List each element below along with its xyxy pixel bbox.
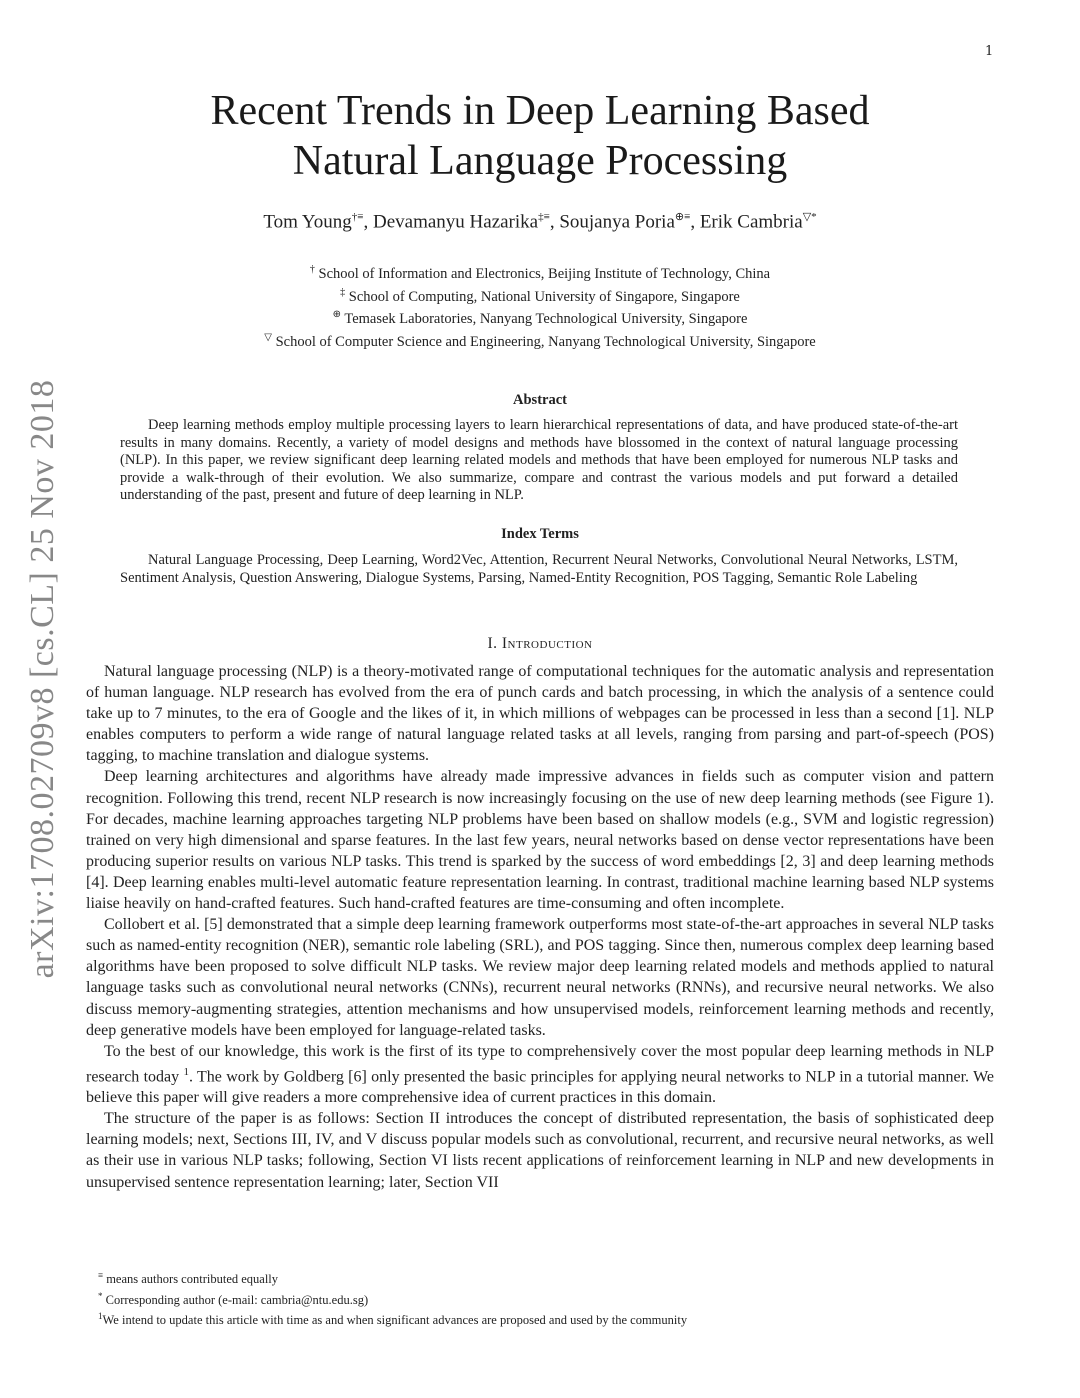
paragraph [86, 1041, 994, 1109]
section-heading-introduction: I. Introduction [487, 635, 593, 652]
index-terms-heading: Index Terms [501, 526, 579, 542]
affiliation-list [140, 261, 940, 351]
author-mark: ‡≡ [538, 211, 550, 223]
author-mark: ▽* [802, 211, 817, 223]
introduction-body [86, 661, 994, 1193]
footnote-text: means authors contributed equally [106, 1272, 279, 1287]
footnote-text: We intend to update this article with time as and when significant advances are proposed and used by the community [102, 1313, 688, 1328]
abstract-text: Deep learning methods employ multiple processing layers to learn hierarchical representations of data, and have produced state-of-the-art results in many domains. Recently, a variety of model designs and methods have blossomed in the context of natural language processing (NLP). In this paper, we review significant deep learning related models and methods that have been employed for numerous NLP tasks and provide a walk-through of their evolution. We also summarize, compare and contrast the various models and put forward a detailed understanding of the past, present and future of deep learning in NLP. [120, 417, 958, 504]
author-name: Tom Young [263, 211, 352, 233]
paragraph-text: To the best of our knowledge, this work is the first of its type to comprehensively cover the most popular deep learning methods in NLP research today [86, 1042, 994, 1086]
abstract-heading: Abstract [513, 392, 567, 408]
footnote-mark: 1 [98, 1311, 103, 1322]
author-name: Soujanya Poria [559, 211, 675, 233]
footnote [86, 1308, 994, 1329]
footnote [86, 1288, 994, 1309]
affiliation-text: School of Computer Science and Engineering, Nanyang Technological University, Singapore [275, 333, 816, 350]
arxiv-identifier: arXiv:1708.02709v8 [cs.CL] 25 Nov 2018 [24, 379, 61, 979]
paragraph-text: . The work by Goldberg [6] only presented the basic principles for applying neural networks to NLP in a tutorial manner. We believe this paper will give readers a more comprehensive idea of current practices in this domain. [86, 1068, 995, 1107]
footnote-reference: 1 [183, 1065, 189, 1078]
author-list: Tom Young†≡, Devamanyu Hazarika‡≡, Soujanya Poria⊕≡, Erik Cambria▽* [263, 211, 817, 233]
affiliation-text: Temasek Laboratories, Nanyang Technological University, Singapore [344, 310, 748, 327]
abstract-body [120, 417, 958, 505]
index-terms-body [120, 552, 958, 587]
affiliation-mark: ⊕ [332, 309, 341, 321]
affiliation-mark: ▽ [264, 331, 272, 343]
author-mark: †≡ [351, 211, 364, 223]
paragraph: Deep learning architectures and algorithms have already made impressive advances in fields such as computer vision and pattern recognition. Following this trend, recent NLP research is now increasingly focusing on the use of new deep learning methods (see Figure 1). For decades, machine learning approaches targeting NLP problems have been based on shallow models (e.g., SVM and logistic regression) trained on very high dimensional and sparse features. In the last few years, neural networks based on dense vector representations have been producing superior results on various NLP tasks. This trend is sparked by the success of word embeddings [2, 3] and deep learning methods [4]. Deep learning enables multi-level automatic feature representation learning. In contrast, traditional machine learning based NLP systems liaise heavily on hand-crafted features. Such hand-crafted features are time-consuming and often incomplete. [86, 768, 994, 913]
affiliation-text: School of Computing, National University of Singapore, Singapore [348, 288, 740, 305]
index-terms-text: Natural Language Processing, Deep Learning, Word2Vec, Attention, Recurrent Neural Networks, Convolutional Neural Networks, LSTM, Sentiment Analysis, Question Answering, Dialogue Systems, Parsing, Named-Entity Recognition, POS Tagging, Semantic Role Labeling [120, 552, 958, 586]
footnote-mark: * [98, 1290, 103, 1301]
arxiv-sidebar-stamp [18, 372, 68, 987]
paragraph: The structure of the paper is as follows: Section II introduces the concept of distributed representation, the basis of sophisticated deep learning models; next, Sections III, IV, and V discuss popular models such as convolutional, recurrent, and recursive neural networks, as well as their use in various NLP tasks; following, Section VI lists recent applications of reinforcement learning in NLP and new developments in unsupervised sentence representation learning; later, Section VII [86, 1110, 994, 1191]
affiliation-mark: † [309, 264, 315, 275]
author-name: Erik Cambria [699, 211, 803, 233]
paper-title [140, 86, 940, 186]
title-line-1: Recent Trends in Deep Learning Based [210, 88, 870, 134]
paragraph: Natural language processing (NLP) is a theory-motivated range of computational techniques for the automatic analysis and representation of human language. NLP research has evolved from the era of punch cards and batch processing, in which the analysis of a sentence could take up to 7 minutes, to the era of Google and the likes of it, in which millions of webpages can be processed in less than a second [1]. NLP enables computers to perform a wide range of natural language related tasks at all levels, ranging from parsing and part-of-speech (POS) tagging, to machine translation and dialogue systems. [86, 663, 994, 765]
affiliation-text: School of Information and Electronics, Beijing Institute of Technology, China [318, 265, 771, 282]
affiliation [140, 306, 940, 329]
affiliation [140, 261, 940, 284]
footnote-text: Corresponding author (e-mail: cambria@ntu.edu.sg) [105, 1292, 369, 1307]
author-name: Devamanyu Hazarika [372, 211, 539, 233]
affiliation [140, 329, 940, 352]
affiliation [140, 284, 940, 307]
page-number: 1 [985, 44, 994, 59]
footnote-mark: ≡ [98, 1270, 104, 1280]
footnote [86, 1267, 994, 1288]
author-mark: ⊕≡ [674, 211, 691, 223]
paragraph: Collobert et al. [5] demonstrated that a simple deep learning framework outperforms most state-of-the-art approaches in several NLP tasks such as named-entity recognition (NER), semantic role labeling (SRL), and POS tagging. Since then, numerous complex deep learning based algorithms have been proposed to solve difficult NLP tasks. We review major deep learning related models and methods applied to natural language tasks such as convolutional neural networks (CNNs), recurrent neural networks (RNNs), and recursive neural networks. We also discuss memory-augmenting strategies, attention mechanisms and how unsupervised models, reinforcement learning methods and recently, deep generative models have been employed for language-related tasks. [86, 916, 994, 1039]
title-line-2: Natural Language Processing [292, 138, 788, 184]
footnotes [86, 1267, 994, 1329]
affiliation-mark: ‡ [340, 286, 346, 298]
